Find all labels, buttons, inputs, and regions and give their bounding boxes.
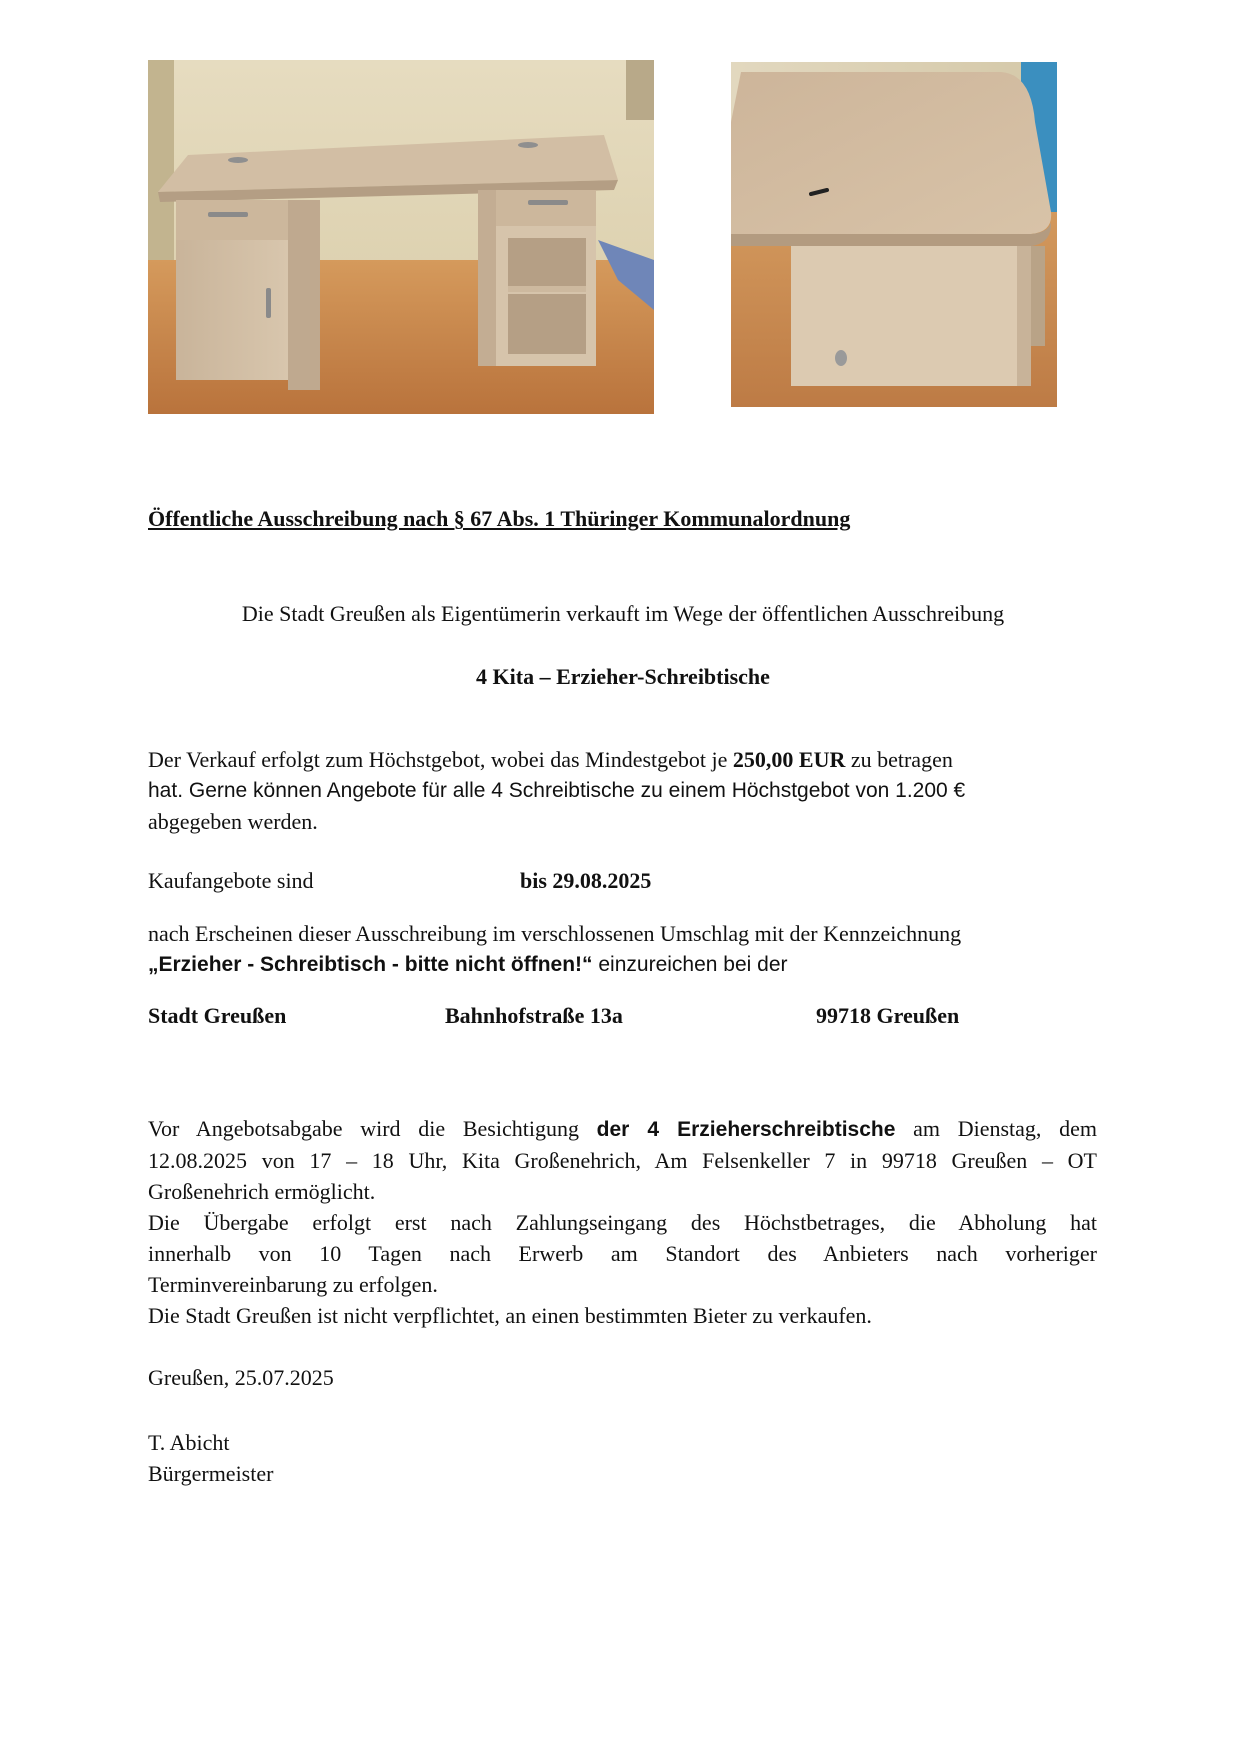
viewing-paragraph [148, 1113, 1097, 1331]
address-city: 99718 Greußen [816, 1003, 960, 1028]
signer-title: Bürgermeister [148, 1461, 274, 1486]
deadline-date: bis 29.08.2025 [520, 868, 652, 893]
sale-terms-text: Der Verkauf erfolgt zum Höchstgebot, wobei das Mindestgebot je [148, 747, 733, 772]
viewing-line-1 [148, 1113, 1097, 1145]
handover-line-3: Terminvereinbarung zu erfolgen. [148, 1272, 438, 1297]
intro-text: Die Stadt Greußen als Eigentümerin verkauft im Wege der öffentlichen Ausschreibung [241, 601, 1005, 626]
signer-name: T. Abicht [148, 1430, 230, 1455]
deadline-label: Kaufangebote sind [148, 868, 314, 893]
signature-block [148, 1427, 273, 1489]
place-and-date: Greußen, 25.07.2025 [148, 1365, 334, 1390]
tender-heading: Öffentliche Ausschreibung nach § 67 Abs. 1 Thüringer Kommunalordnung [148, 506, 851, 531]
submission-paragraph [148, 918, 961, 980]
handover-line-1: Die Übergabe erfolgt erst nach Zahlungseingang des Höchstbetrages, die Abholung hat [148, 1210, 1097, 1235]
handover-line-2: innerhalb von 10 Tagen nach Erwerb am Standort des Anbieters nach vorheriger [148, 1241, 1097, 1266]
sale-terms-line-2: hat. Gerne können Angebote für alle 4 Schreibtische zu einem Höchstgebot von 1.200 € [148, 779, 966, 802]
viewing-items: der 4 Erzieherschreibtische [596, 1118, 896, 1141]
submission-line-2-end: einzureichen bei der [592, 953, 788, 976]
sale-terms-paragraph [148, 744, 965, 837]
desk-side-photo [731, 62, 1057, 407]
sale-terms-line-1 [148, 744, 965, 775]
desk-front-photo [148, 60, 654, 414]
envelope-marking: „Erzieher - Schreibtisch - bitte nicht öffnen!“ [148, 953, 593, 976]
submission-line-1: nach Erscheinen dieser Ausschreibung im verschlossenen Umschlag mit der Kennzeichnung [148, 921, 962, 946]
viewing-line-2: 12.08.2025 von 17 – 18 Uhr, Kita Großenehrich, Am Felsenkeller 7 in 99718 Greußen – OT [148, 1148, 1097, 1173]
viewing-text: Vor Angebotsabgabe wird die Besichtigung [148, 1116, 597, 1141]
submission-line-2 [148, 949, 961, 980]
viewing-text-end: am Dienstag, dem [895, 1116, 1098, 1141]
minimum-bid: 250,00 EUR [732, 747, 846, 772]
viewing-line-3: Großenehrich ermöglicht. [148, 1179, 376, 1204]
item-title: 4 Kita – Erzieher-Schreibtische [476, 664, 770, 689]
address-name: Stadt Greußen [148, 1003, 287, 1028]
address-street: Bahnhofstraße 13a [445, 1003, 623, 1028]
sale-terms-line-3: abgegeben werden. [148, 809, 318, 834]
sale-terms-text-end: zu betragen [845, 747, 953, 772]
disclaimer-line: Die Stadt Greußen ist nicht verpflichtet, an einen bestimmten Bieter zu verkaufen. [148, 1303, 872, 1328]
